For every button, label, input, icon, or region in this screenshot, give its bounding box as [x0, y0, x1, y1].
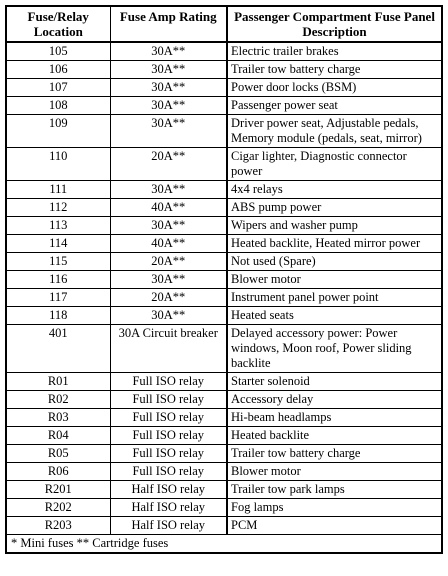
cell-location: R201 [6, 481, 110, 499]
cell-rating: Full ISO relay [110, 373, 227, 391]
table-header [6, 6, 442, 42]
table-row [6, 148, 442, 181]
cell-rating: 40A** [110, 199, 227, 217]
cell-location: R203 [6, 517, 110, 535]
table-row [6, 42, 442, 61]
table-row [6, 481, 442, 499]
table-row [6, 199, 442, 217]
table-row [6, 289, 442, 307]
table-row [6, 409, 442, 427]
cell-description: Wipers and washer pump [227, 217, 442, 235]
fuse-table [5, 5, 443, 554]
cell-rating: Half ISO relay [110, 517, 227, 535]
cell-location: R05 [6, 445, 110, 463]
header-rating: Fuse Amp Rating [110, 6, 227, 42]
table-row [6, 115, 442, 148]
cell-location: R01 [6, 373, 110, 391]
table-row [6, 271, 442, 289]
table-row [6, 79, 442, 97]
table-row [6, 97, 442, 115]
cell-description: Instrument panel power point [227, 289, 442, 307]
cell-rating: Full ISO relay [110, 427, 227, 445]
cell-rating: Full ISO relay [110, 391, 227, 409]
table-row [6, 307, 442, 325]
cell-description: Heated backlite [227, 427, 442, 445]
cell-rating: Full ISO relay [110, 409, 227, 427]
cell-description: Cigar lighter, Diagnostic connector power [227, 148, 442, 181]
cell-description: ABS pump power [227, 199, 442, 217]
cell-rating: 30A** [110, 307, 227, 325]
cell-description: Driver power seat, Adjustable pedals, Memory module (pedals, seat, mirror) [227, 115, 442, 148]
table-row [6, 217, 442, 235]
table-row [6, 253, 442, 271]
cell-description: PCM [227, 517, 442, 535]
cell-rating: 30A** [110, 217, 227, 235]
cell-rating: Half ISO relay [110, 481, 227, 499]
cell-description: Hi-beam headlamps [227, 409, 442, 427]
cell-location: 118 [6, 307, 110, 325]
cell-location: 117 [6, 289, 110, 307]
header-description: Passenger Compartment Fuse Panel Description [227, 6, 442, 42]
cell-rating: Half ISO relay [110, 499, 227, 517]
cell-location: 116 [6, 271, 110, 289]
cell-location: 115 [6, 253, 110, 271]
cell-location: R02 [6, 391, 110, 409]
table-row [6, 235, 442, 253]
cell-location: 105 [6, 42, 110, 61]
cell-location: 110 [6, 148, 110, 181]
cell-description: Blower motor [227, 463, 442, 481]
cell-rating: 30A** [110, 115, 227, 148]
table-row [6, 463, 442, 481]
cell-rating: 40A** [110, 235, 227, 253]
cell-location: 109 [6, 115, 110, 148]
cell-location: 107 [6, 79, 110, 97]
cell-location: 106 [6, 61, 110, 79]
cell-location: R06 [6, 463, 110, 481]
cell-rating: 30A Circuit breaker [110, 325, 227, 373]
table-row [6, 391, 442, 409]
cell-description: Trailer tow park lamps [227, 481, 442, 499]
table-row [6, 499, 442, 517]
cell-description: Electric trailer brakes [227, 42, 442, 61]
cell-description: Delayed accessory power: Power windows, Moon roof, Power sliding backlite [227, 325, 442, 373]
cell-rating: 30A** [110, 61, 227, 79]
table-row [6, 325, 442, 373]
cell-rating: 30A** [110, 42, 227, 61]
table-body [6, 42, 442, 535]
table-row [6, 373, 442, 391]
header-row [6, 6, 442, 42]
cell-rating: 20A** [110, 148, 227, 181]
cell-description: Trailer tow battery charge [227, 445, 442, 463]
cell-location: 112 [6, 199, 110, 217]
cell-description: Heated backlite, Heated mirror power [227, 235, 442, 253]
cell-description: Heated seats [227, 307, 442, 325]
table-row [6, 61, 442, 79]
cell-description: Not used (Spare) [227, 253, 442, 271]
cell-description: Blower motor [227, 271, 442, 289]
table-footer [6, 535, 442, 554]
cell-rating: Full ISO relay [110, 463, 227, 481]
cell-description: Passenger power seat [227, 97, 442, 115]
cell-description: Trailer tow battery charge [227, 61, 442, 79]
cell-location: 108 [6, 97, 110, 115]
cell-rating: 30A** [110, 271, 227, 289]
cell-rating: 30A** [110, 79, 227, 97]
cell-location: R03 [6, 409, 110, 427]
cell-location: R04 [6, 427, 110, 445]
header-location: Fuse/Relay Location [6, 6, 110, 42]
cell-location: 113 [6, 217, 110, 235]
footnote-row [6, 535, 442, 554]
cell-location: 114 [6, 235, 110, 253]
table-row [6, 445, 442, 463]
cell-rating: 30A** [110, 181, 227, 199]
cell-location: 111 [6, 181, 110, 199]
cell-description: Accessory delay [227, 391, 442, 409]
cell-rating: 20A** [110, 289, 227, 307]
cell-location: 401 [6, 325, 110, 373]
cell-description: 4x4 relays [227, 181, 442, 199]
cell-rating: 30A** [110, 97, 227, 115]
table-row [6, 517, 442, 535]
cell-rating: 20A** [110, 253, 227, 271]
table-row [6, 181, 442, 199]
footnote: * Mini fuses ** Cartridge fuses [6, 535, 442, 554]
cell-description: Starter solenoid [227, 373, 442, 391]
table-row [6, 427, 442, 445]
cell-rating: Full ISO relay [110, 445, 227, 463]
fuse-table-container [5, 5, 441, 554]
cell-location: R202 [6, 499, 110, 517]
cell-description: Fog lamps [227, 499, 442, 517]
cell-description: Power door locks (BSM) [227, 79, 442, 97]
